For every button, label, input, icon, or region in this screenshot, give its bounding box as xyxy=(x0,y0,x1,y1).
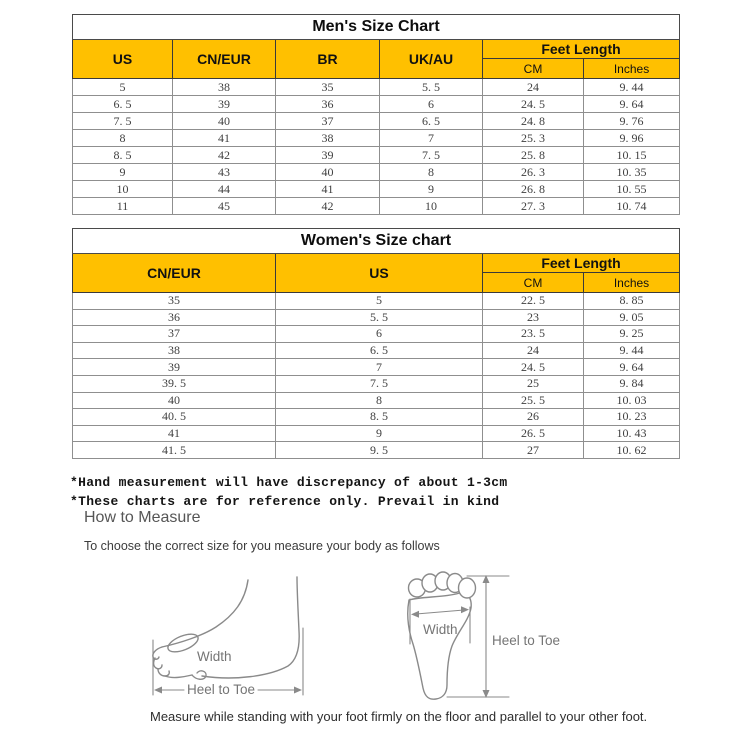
size-cell: 8. 5 xyxy=(73,147,173,164)
top-width-label: Width xyxy=(423,622,458,637)
size-cell: 26 xyxy=(483,409,584,426)
size-cell: 9. 96 xyxy=(584,130,680,147)
disclaimer-notes xyxy=(70,473,507,511)
size-cell: 6. 5 xyxy=(276,342,483,359)
size-cell: 5. 5 xyxy=(380,79,483,96)
arrowhead-right-icon xyxy=(294,687,302,694)
mens-col-us: US xyxy=(73,40,173,79)
table-row xyxy=(73,130,680,147)
size-cell: 40 xyxy=(73,392,276,409)
size-cell: 24. 8 xyxy=(483,113,584,130)
top-heel-to-toe-label: Heel to Toe xyxy=(492,633,561,648)
size-cell: 39 xyxy=(276,147,380,164)
size-cell: 9 xyxy=(276,425,483,442)
size-cell: 41. 5 xyxy=(73,442,276,459)
size-cell: 10. 03 xyxy=(584,392,680,409)
size-cell: 27 xyxy=(483,442,584,459)
size-cell: 10. 35 xyxy=(584,164,680,181)
size-cell: 8 xyxy=(73,130,173,147)
size-cell: 39. 5 xyxy=(73,375,276,392)
size-cell: 44 xyxy=(173,181,276,198)
size-cell: 26. 8 xyxy=(483,181,584,198)
size-cell: 9. 44 xyxy=(584,342,680,359)
womens-col-feet-length: Feet Length xyxy=(483,254,680,273)
mens-col-feet-length: Feet Length xyxy=(483,40,680,59)
table-row xyxy=(73,392,680,409)
size-cell: 9. 25 xyxy=(584,326,680,343)
size-cell: 38 xyxy=(276,130,380,147)
size-cell: 40 xyxy=(276,164,380,181)
foot-side-view-diagram xyxy=(140,563,330,710)
womens-table-body xyxy=(73,293,680,459)
table-row xyxy=(73,79,680,96)
size-cell: 39 xyxy=(73,359,276,376)
size-cell: 6 xyxy=(276,326,483,343)
table-row xyxy=(73,425,680,442)
side-width-label: Width xyxy=(197,649,232,664)
size-cell: 26. 3 xyxy=(483,164,584,181)
size-cell: 9. 05 xyxy=(584,309,680,326)
how-to-measure-heading: How to Measure xyxy=(84,509,201,526)
mens-table-title: Men's Size Chart xyxy=(73,15,680,40)
size-cell: 6. 5 xyxy=(73,96,173,113)
size-cell: 10 xyxy=(73,181,173,198)
womens-col-cm: CM xyxy=(483,273,584,293)
size-cell: 25. 3 xyxy=(483,130,584,147)
size-cell: 36 xyxy=(276,96,380,113)
size-cell: 9 xyxy=(73,164,173,181)
size-cell: 37 xyxy=(276,113,380,130)
size-cell: 24 xyxy=(483,79,584,96)
size-cell: 40. 5 xyxy=(73,409,276,426)
width-girth-marker xyxy=(166,631,201,656)
size-cell: 7. 5 xyxy=(73,113,173,130)
table-row xyxy=(73,164,680,181)
how-to-measure-subheading: To choose the correct size for you measure your body as follows xyxy=(84,539,440,553)
table-row xyxy=(73,442,680,459)
table-row xyxy=(73,309,680,326)
size-cell: 8 xyxy=(276,392,483,409)
womens-col-inches: Inches xyxy=(584,273,680,293)
size-cell: 27. 3 xyxy=(483,198,584,215)
size-cell: 43 xyxy=(173,164,276,181)
size-cell: 37 xyxy=(73,326,276,343)
size-cell: 8. 85 xyxy=(584,293,680,310)
size-cell: 9. 84 xyxy=(584,375,680,392)
mens-col-br: BR xyxy=(276,40,380,79)
size-cell: 10. 15 xyxy=(584,147,680,164)
table-row xyxy=(73,198,680,215)
table-row xyxy=(73,293,680,310)
arrowhead-right-icon xyxy=(461,606,469,613)
size-cell: 10. 74 xyxy=(584,198,680,215)
size-cell: 45 xyxy=(173,198,276,215)
size-cell: 9. 76 xyxy=(584,113,680,130)
size-cell: 10 xyxy=(380,198,483,215)
size-cell: 8 xyxy=(380,164,483,181)
size-cell: 7 xyxy=(276,359,483,376)
womens-col-us: US xyxy=(276,254,483,293)
womens-table-title: Women's Size chart xyxy=(73,229,680,254)
foot-top-view-diagram xyxy=(390,558,590,713)
size-cell: 5 xyxy=(276,293,483,310)
size-cell: 9. 64 xyxy=(584,96,680,113)
size-cell: 24. 5 xyxy=(483,359,584,376)
mens-table-body xyxy=(73,79,680,215)
size-cell: 10. 23 xyxy=(584,409,680,426)
size-cell: 7. 5 xyxy=(380,147,483,164)
size-cell: 6. 5 xyxy=(380,113,483,130)
size-cell: 42 xyxy=(276,198,380,215)
size-cell: 41 xyxy=(73,425,276,442)
table-row xyxy=(73,147,680,164)
size-cell: 24 xyxy=(483,342,584,359)
size-cell: 35 xyxy=(276,79,380,96)
note-line: *Hand measurement will have discrepancy of about 1-3cm xyxy=(70,475,508,490)
size-cell: 35 xyxy=(73,293,276,310)
size-cell: 9. 64 xyxy=(584,359,680,376)
size-cell: 22. 5 xyxy=(483,293,584,310)
measure-caption: Measure while standing with your foot firmly on the floor and parallel to your other foot. xyxy=(150,709,648,724)
size-cell: 8. 5 xyxy=(276,409,483,426)
womens-size-table xyxy=(72,228,680,459)
table-row xyxy=(73,409,680,426)
womens-col-cneur: CN/EUR xyxy=(73,254,276,293)
mens-col-cm: CM xyxy=(483,59,584,79)
size-cell: 36 xyxy=(73,309,276,326)
size-cell: 9. 5 xyxy=(276,442,483,459)
foot-outline xyxy=(162,580,248,647)
size-cell: 6 xyxy=(380,96,483,113)
size-cell: 10. 55 xyxy=(584,181,680,198)
size-cell: 26. 5 xyxy=(483,425,584,442)
mens-col-inches: Inches xyxy=(584,59,680,79)
size-cell: 7 xyxy=(380,130,483,147)
size-cell: 7. 5 xyxy=(276,375,483,392)
mens-size-table xyxy=(72,14,680,215)
size-cell: 38 xyxy=(173,79,276,96)
size-cell: 5 xyxy=(73,79,173,96)
size-cell: 11 xyxy=(73,198,173,215)
size-cell: 23. 5 xyxy=(483,326,584,343)
table-row xyxy=(73,113,680,130)
size-cell: 40 xyxy=(173,113,276,130)
table-row xyxy=(73,342,680,359)
arrowhead-left-icon xyxy=(154,687,162,694)
table-row xyxy=(73,359,680,376)
size-cell: 24. 5 xyxy=(483,96,584,113)
size-cell: 25. 5 xyxy=(483,392,584,409)
side-heel-to-toe-label: Heel to Toe xyxy=(186,682,256,697)
size-cell: 41 xyxy=(276,181,380,198)
size-cell: 5. 5 xyxy=(276,309,483,326)
size-cell: 42 xyxy=(173,147,276,164)
mens-col-ukau: UK/AU xyxy=(380,40,483,79)
size-cell: 41 xyxy=(173,130,276,147)
size-cell: 10. 62 xyxy=(584,442,680,459)
size-cell: 39 xyxy=(173,96,276,113)
size-cell: 9. 44 xyxy=(584,79,680,96)
table-row xyxy=(73,375,680,392)
table-row xyxy=(73,96,680,113)
table-row xyxy=(73,326,680,343)
size-cell: 10. 43 xyxy=(584,425,680,442)
mens-col-cneur: CN/EUR xyxy=(173,40,276,79)
size-cell: 23 xyxy=(483,309,584,326)
size-cell: 9 xyxy=(380,181,483,198)
size-cell: 25 xyxy=(483,375,584,392)
size-cell: 25. 8 xyxy=(483,147,584,164)
arrowhead-left-icon xyxy=(411,611,419,618)
table-row xyxy=(73,181,680,198)
note-line: *These charts are for reference only. Prevail in kind xyxy=(70,494,500,509)
size-cell: 38 xyxy=(73,342,276,359)
